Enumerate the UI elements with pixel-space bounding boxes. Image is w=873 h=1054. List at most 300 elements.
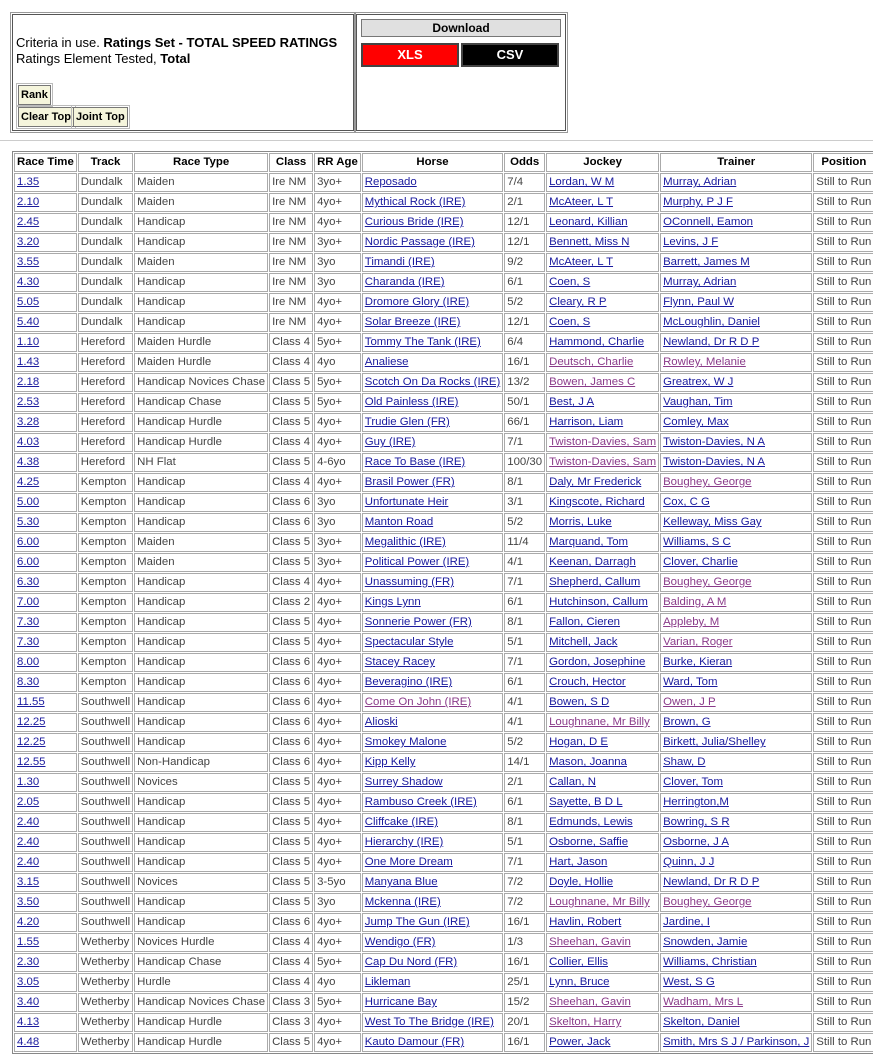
trainer-link[interactable]: Clover, Tom: [663, 776, 724, 788]
table-row: [14, 973, 873, 992]
jockey-link[interactable]: Gordon, Josephine: [549, 656, 646, 668]
horse-link[interactable]: Likleman: [364, 976, 411, 988]
cell-trainer: [660, 673, 812, 692]
jockey-link[interactable]: Marquand, Tom: [549, 536, 629, 548]
jockey-link[interactable]: Bowen, James C: [549, 376, 636, 388]
trainer-link[interactable]: Birkett, Julia/Shelley: [663, 736, 766, 748]
cell-track: Kempton: [78, 573, 133, 592]
race-time-link[interactable]: 5.40: [17, 316, 40, 328]
race-time-link[interactable]: 2.40: [17, 836, 40, 848]
cell-track: Hereford: [78, 413, 133, 432]
race-time-link[interactable]: 5.30: [17, 516, 40, 528]
cell-rr-age: 5yo+: [314, 953, 361, 972]
trainer-link[interactable]: Jardine, I: [663, 916, 710, 928]
cell-track: Hereford: [78, 393, 133, 412]
horse-link[interactable]: Jump The Gun (IRE): [364, 916, 470, 928]
trainer-link[interactable]: Smith, Mrs S J / Parkinson, J: [663, 1036, 810, 1048]
cell-horse: [362, 393, 503, 412]
cell-race-type: Handicap Chase: [134, 393, 268, 412]
cell-odds: 8/1: [504, 473, 545, 492]
race-time-link[interactable]: 2.10: [17, 196, 40, 208]
race-time-link[interactable]: 2.05: [17, 796, 40, 808]
cell-track: Southwell: [78, 733, 133, 752]
jockey-link[interactable]: Hart, Jason: [549, 856, 608, 868]
table-row: [14, 293, 873, 312]
horse-link[interactable]: Tommy The Tank (IRE): [364, 336, 481, 348]
cell-jockey: [546, 713, 659, 732]
jockey-link[interactable]: Leonard, Killian: [549, 216, 628, 228]
race-time-link[interactable]: 5.00: [17, 496, 40, 508]
cell-trainer: [660, 813, 812, 832]
trainer-link[interactable]: Murray, Adrian: [663, 176, 737, 188]
table-row: [14, 1033, 873, 1052]
race-time-link[interactable]: 1.43: [17, 356, 40, 368]
trainer-link[interactable]: Comley, Max: [663, 416, 729, 428]
jockey-link[interactable]: Doyle, Hollie: [549, 876, 614, 888]
trainer-link[interactable]: Ward, Tom: [663, 676, 718, 688]
jockey-link[interactable]: Shepherd, Callum: [549, 576, 641, 588]
header-rr-age[interactable]: RR Age: [314, 153, 361, 172]
horse-link[interactable]: Brasil Power (FR): [364, 476, 455, 488]
cell-race-time: [14, 793, 77, 812]
jockey-link[interactable]: Havlin, Robert: [549, 916, 622, 928]
jockey-link[interactable]: Lynn, Bruce: [549, 976, 610, 988]
cell-odds: 12/1: [504, 233, 545, 252]
cell-track: Dundalk: [78, 313, 133, 332]
jockey-link[interactable]: Cleary, R P: [549, 296, 607, 308]
cell-odds: 12/1: [504, 213, 545, 232]
jockey-link[interactable]: Coen, S: [549, 316, 591, 328]
race-time-link[interactable]: 5.05: [17, 296, 40, 308]
trainer-link[interactable]: Levins, J F: [663, 236, 719, 248]
header-odds[interactable]: Odds: [504, 153, 545, 172]
cell-race-type: Novices: [134, 773, 268, 792]
horse-link[interactable]: Unfortunate Heir: [364, 496, 449, 508]
race-time-link[interactable]: 4.13: [17, 1016, 40, 1028]
jockey-link[interactable]: Twiston-Davies, Sam: [549, 456, 657, 468]
cell-trainer: [660, 953, 812, 972]
cell-rr-age: 4yo+: [314, 213, 361, 232]
trainer-link[interactable]: Skelton, Daniel: [663, 1016, 740, 1028]
trainer-link[interactable]: Balding, A M: [663, 596, 727, 608]
horse-link[interactable]: Reposado: [364, 176, 417, 188]
jockey-link[interactable]: Coen, S: [549, 276, 591, 288]
cell-class: Ire NM: [269, 193, 313, 212]
cell-odds: 5/2: [504, 733, 545, 752]
cell-track: Southwell: [78, 693, 133, 712]
cell-odds: 9/2: [504, 253, 545, 272]
race-time-link[interactable]: 3.55: [17, 256, 40, 268]
jockey-link[interactable]: Keenan, Darragh: [549, 556, 636, 568]
cell-horse: [362, 833, 503, 852]
race-time-link[interactable]: 3.40: [17, 996, 40, 1008]
cell-race-type: Maiden: [134, 173, 268, 192]
cell-position: Still to Run: [813, 233, 873, 252]
trainer-link[interactable]: Boughey, George: [663, 576, 752, 588]
cell-jockey: [546, 273, 659, 292]
race-time-link[interactable]: 7.30: [17, 636, 40, 648]
trainer-link[interactable]: Murphy, P J F: [663, 196, 733, 208]
jockey-link[interactable]: Crouch, Hector: [549, 676, 626, 688]
horse-link[interactable]: Scotch On Da Rocks (IRE): [364, 376, 501, 388]
race-time-link[interactable]: 2.30: [17, 956, 40, 968]
horse-link[interactable]: Kings Lynn: [364, 596, 421, 608]
horse-link[interactable]: Unassuming (FR): [364, 576, 455, 588]
jockey-link[interactable]: McAteer, L T: [549, 256, 614, 268]
race-time-link[interactable]: 2.40: [17, 856, 40, 868]
horse-link[interactable]: Race To Base (IRE): [364, 456, 466, 468]
horse-link[interactable]: Wendigo (FR): [364, 936, 436, 948]
clear-top-button[interactable]: Clear Top: [18, 107, 74, 127]
jockey-link[interactable]: Hutchinson, Callum: [549, 596, 648, 608]
race-time-link[interactable]: 12.55: [17, 756, 46, 768]
trainer-link[interactable]: Snowden, Jamie: [663, 936, 748, 948]
trainer-link[interactable]: McLoughlin, Daniel: [663, 316, 760, 328]
race-time-link[interactable]: 2.40: [17, 816, 40, 828]
horse-link[interactable]: Political Power (IRE): [364, 556, 470, 568]
race-time-link[interactable]: 1.30: [17, 776, 40, 788]
trainer-link[interactable]: Herrington,M: [663, 796, 729, 808]
trainer-link[interactable]: Clover, Charlie: [663, 556, 738, 568]
jockey-link[interactable]: Twiston-Davies, Sam: [549, 436, 657, 448]
table-header-row: [14, 153, 873, 172]
horse-link[interactable]: Manton Road: [364, 516, 434, 528]
trainer-link[interactable]: Rowley, Melanie: [663, 356, 746, 368]
jockey-link[interactable]: Harrison, Liam: [549, 416, 624, 428]
cell-odds: 8/1: [504, 813, 545, 832]
download-title: Download: [361, 19, 561, 37]
cell-position: Still to Run: [813, 933, 873, 952]
jockey-link[interactable]: Mitchell, Jack: [549, 636, 618, 648]
xls-download-button[interactable]: XLS: [361, 43, 459, 67]
horse-link[interactable]: Mckenna (IRE): [364, 896, 441, 908]
cell-position: Still to Run: [813, 253, 873, 272]
horse-link[interactable]: Surrey Shadow: [364, 776, 443, 788]
race-time-link[interactable]: 8.00: [17, 656, 40, 668]
jockey-link[interactable]: Morris, Luke: [549, 516, 612, 528]
horse-link[interactable]: Analiese: [364, 356, 409, 368]
cell-horse: [362, 753, 503, 772]
cell-trainer: [660, 833, 812, 852]
cell-track: Wetherby: [78, 953, 133, 972]
trainer-link[interactable]: Wadham, Mrs L: [663, 996, 744, 1008]
cell-jockey: [546, 913, 659, 932]
header-jockey[interactable]: Jockey: [546, 153, 659, 172]
jockey-link[interactable]: Hogan, D E: [549, 736, 608, 748]
cell-jockey: [546, 693, 659, 712]
cell-odds: 16/1: [504, 953, 545, 972]
trainer-link[interactable]: Kelleway, Miss Gay: [663, 516, 762, 528]
race-time-link[interactable]: 3.05: [17, 976, 40, 988]
cell-trainer: [660, 253, 812, 272]
trainer-link[interactable]: OConnell, Eamon: [663, 216, 753, 228]
trainer-link[interactable]: Owen, J P: [663, 696, 716, 708]
horse-link[interactable]: Manyana Blue: [364, 876, 438, 888]
race-time-link[interactable]: 7.00: [17, 596, 40, 608]
race-time-link[interactable]: 1.35: [17, 176, 40, 188]
jockey-link[interactable]: Kingscote, Richard: [549, 496, 645, 508]
cell-race-time: [14, 653, 77, 672]
trainer-link[interactable]: Varian, Roger: [663, 636, 733, 648]
cell-track: Dundalk: [78, 213, 133, 232]
cell-race-time: [14, 673, 77, 692]
cell-position: Still to Run: [813, 573, 873, 592]
jockey-link[interactable]: McAteer, L T: [549, 196, 614, 208]
rank-button[interactable]: Rank: [18, 85, 51, 105]
cell-odds: 7/4: [504, 173, 545, 192]
cell-odds: 7/1: [504, 853, 545, 872]
jockey-link[interactable]: Daly, Mr Frederick: [549, 476, 642, 488]
cell-horse: [362, 573, 503, 592]
cell-jockey: [546, 633, 659, 652]
jockey-link[interactable]: Loughnane, Mr Billy: [549, 896, 650, 908]
horse-link[interactable]: One More Dream: [364, 856, 453, 868]
trainer-link[interactable]: Newland, Dr R D P: [663, 336, 760, 348]
cell-trainer: [660, 333, 812, 352]
cell-trainer: [660, 513, 812, 532]
race-time-link[interactable]: 6.00: [17, 536, 40, 548]
trainer-link[interactable]: Twiston-Davies, N A: [663, 436, 765, 448]
cell-race-type: Handicap: [134, 233, 268, 252]
jockey-link[interactable]: Skelton, Harry: [549, 1016, 622, 1028]
jockey-link[interactable]: Loughnane, Mr Billy: [549, 716, 650, 728]
header-track[interactable]: Track: [78, 153, 133, 172]
header-race-type[interactable]: Race Type: [134, 153, 268, 172]
race-time-link[interactable]: 4.48: [17, 1036, 40, 1048]
horse-link[interactable]: Mythical Rock (IRE): [364, 196, 466, 208]
cell-trainer: [660, 873, 812, 892]
horse-link[interactable]: Come On John (IRE): [364, 696, 472, 708]
horse-link[interactable]: Dromore Glory (IRE): [364, 296, 470, 308]
horse-link[interactable]: Kipp Kelly: [364, 756, 416, 768]
jockey-link[interactable]: Power, Jack: [549, 1036, 611, 1048]
cell-class: Class 5: [269, 633, 313, 652]
cell-rr-age: 4yo+: [314, 653, 361, 672]
race-time-link[interactable]: 1.10: [17, 336, 40, 348]
trainer-link[interactable]: Shaw, D: [663, 756, 706, 768]
race-time-link[interactable]: 12.25: [17, 736, 46, 748]
horse-link[interactable]: Nordic Passage (IRE): [364, 236, 475, 248]
cell-track: Kempton: [78, 633, 133, 652]
horse-link[interactable]: Cap Du Nord (FR): [364, 956, 458, 968]
horse-link[interactable]: Kauto Damour (FR): [364, 1036, 465, 1048]
cell-trainer: [660, 353, 812, 372]
trainer-link[interactable]: Boughey, George: [663, 476, 752, 488]
cell-race-time: [14, 233, 77, 252]
cell-race-type: Novices Hurdle: [134, 933, 268, 952]
cell-odds: 6/1: [504, 593, 545, 612]
trainer-link[interactable]: Williams, Christian: [663, 956, 757, 968]
cell-race-type: Maiden: [134, 533, 268, 552]
race-time-link[interactable]: 1.55: [17, 936, 40, 948]
race-time-link[interactable]: 8.30: [17, 676, 40, 688]
trainer-link[interactable]: West, S G: [663, 976, 715, 988]
trainer-link[interactable]: Murray, Adrian: [663, 276, 737, 288]
cell-position: Still to Run: [813, 813, 873, 832]
table-row: [14, 813, 873, 832]
trainer-link[interactable]: Twiston-Davies, N A: [663, 456, 765, 468]
cell-horse: [362, 493, 503, 512]
cell-rr-age: 4yo+: [314, 693, 361, 712]
cell-class: Class 5: [269, 1033, 313, 1052]
cell-track: Wetherby: [78, 973, 133, 992]
cell-horse: [362, 633, 503, 652]
horse-link[interactable]: Cliffcake (IRE): [364, 816, 438, 828]
cell-class: Class 4: [269, 433, 313, 452]
jockey-link[interactable]: Sheehan, Gavin: [549, 996, 631, 1008]
cell-trainer: [660, 993, 812, 1012]
cell-jockey: [546, 653, 659, 672]
race-time-link[interactable]: 6.30: [17, 576, 40, 588]
jockey-link[interactable]: Bowen, S D: [549, 696, 610, 708]
joint-top-button[interactable]: Joint Top: [73, 107, 128, 127]
jockey-link[interactable]: Bennett, Miss N: [549, 236, 630, 248]
cell-jockey: [546, 373, 659, 392]
race-time-link[interactable]: 3.15: [17, 876, 40, 888]
jockey-link[interactable]: Collier, Ellis: [549, 956, 608, 968]
header-position[interactable]: Position: [813, 153, 873, 172]
header-class[interactable]: Class: [269, 153, 313, 172]
trainer-link[interactable]: Barrett, James M: [663, 256, 750, 268]
cell-position: Still to Run: [813, 473, 873, 492]
horse-link[interactable]: Beveragino (IRE): [364, 676, 453, 688]
horse-link[interactable]: Spectacular Style: [364, 636, 454, 648]
horse-link[interactable]: Old Painless (IRE): [364, 396, 459, 408]
cell-position: Still to Run: [813, 973, 873, 992]
header-horse[interactable]: Horse: [362, 153, 503, 172]
race-time-link[interactable]: 7.30: [17, 616, 40, 628]
horse-link[interactable]: Smokey Malone: [364, 736, 447, 748]
jockey-link[interactable]: Hammond, Charlie: [549, 336, 645, 348]
cell-race-type: Handicap: [134, 673, 268, 692]
cell-odds: 66/1: [504, 413, 545, 432]
trainer-link[interactable]: Appleby, M: [663, 616, 720, 628]
cell-trainer: [660, 973, 812, 992]
trainer-link[interactable]: Newland, Dr R D P: [663, 876, 760, 888]
cell-odds: 15/2: [504, 993, 545, 1012]
jockey-link[interactable]: Osborne, Saffie: [549, 836, 629, 848]
race-time-link[interactable]: 6.00: [17, 556, 40, 568]
cell-position: Still to Run: [813, 633, 873, 652]
jockey-link[interactable]: Sheehan, Gavin: [549, 936, 631, 948]
cell-trainer: [660, 373, 812, 392]
cell-position: Still to Run: [813, 693, 873, 712]
header-race-time[interactable]: Race Time: [14, 153, 77, 172]
header-trainer[interactable]: Trainer: [660, 153, 812, 172]
race-time-link[interactable]: 4.20: [17, 916, 40, 928]
cell-jockey: [546, 573, 659, 592]
cell-odds: 25/1: [504, 973, 545, 992]
trainer-link[interactable]: Boughey, George: [663, 896, 752, 908]
table-row: [14, 173, 873, 192]
jockey-link[interactable]: Lordan, W M: [549, 176, 615, 188]
cell-trainer: [660, 653, 812, 672]
race-time-link[interactable]: 4.38: [17, 456, 40, 468]
race-time-link[interactable]: 3.50: [17, 896, 40, 908]
horse-link[interactable]: Charanda (IRE): [364, 276, 445, 288]
horse-link[interactable]: Trudie Glen (FR): [364, 416, 450, 428]
cell-jockey: [546, 893, 659, 912]
cell-rr-age: 4yo+: [314, 293, 361, 312]
horse-link[interactable]: Timandi (IRE): [364, 256, 435, 268]
horse-link[interactable]: Curious Bride (IRE): [364, 216, 464, 228]
trainer-link[interactable]: Cox, C G: [663, 496, 710, 508]
race-time-link[interactable]: 3.20: [17, 236, 40, 248]
cell-rr-age: 4yo+: [314, 673, 361, 692]
cell-rr-age: 3yo+: [314, 553, 361, 572]
jockey-link[interactable]: Mason, Joanna: [549, 756, 627, 768]
cell-class: Class 4: [269, 933, 313, 952]
jockey-link[interactable]: Edmunds, Lewis: [549, 816, 633, 828]
trainer-link[interactable]: Vaughan, Tim: [663, 396, 733, 408]
trainer-link[interactable]: Greatrex, W J: [663, 376, 734, 388]
horse-link[interactable]: Guy (IRE): [364, 436, 416, 448]
horse-link[interactable]: West To The Bridge (IRE): [364, 1016, 494, 1028]
race-time-link[interactable]: 11.55: [17, 696, 45, 708]
race-time-link[interactable]: 4.03: [17, 436, 40, 448]
horse-link[interactable]: Sonnerie Power (FR): [364, 616, 472, 628]
cell-position: Still to Run: [813, 893, 873, 912]
cell-trainer: [660, 773, 812, 792]
cell-track: Hereford: [78, 373, 133, 392]
race-time-link[interactable]: 2.53: [17, 396, 40, 408]
race-time-link[interactable]: 2.45: [17, 216, 40, 228]
horse-link[interactable]: Hurricane Bay: [364, 996, 437, 1008]
trainer-link[interactable]: Brown, G: [663, 716, 711, 728]
horse-link[interactable]: Stacey Racey: [364, 656, 436, 668]
cell-horse: [362, 453, 503, 472]
csv-download-button[interactable]: CSV: [461, 43, 559, 67]
horse-link[interactable]: Hierarchy (IRE): [364, 836, 444, 848]
race-time-link[interactable]: 2.18: [17, 376, 40, 388]
horse-link[interactable]: Megalithic (IRE): [364, 536, 446, 548]
cell-horse: [362, 433, 503, 452]
trainer-link[interactable]: Williams, S C: [663, 536, 731, 548]
cell-jockey: [546, 833, 659, 852]
ratings-element: Total: [160, 51, 191, 66]
cell-horse: [362, 693, 503, 712]
cell-horse: [362, 593, 503, 612]
cell-jockey: [546, 413, 659, 432]
cell-class: Class 5: [269, 373, 313, 392]
horse-link[interactable]: Alioski: [364, 716, 398, 728]
cell-race-type: NH Flat: [134, 453, 268, 472]
jockey-link[interactable]: Best, J A: [549, 396, 595, 408]
trainer-link[interactable]: Burke, Kieran: [663, 656, 733, 668]
trainer-link[interactable]: Bowring, S R: [663, 816, 730, 828]
race-time-link[interactable]: 4.25: [17, 476, 40, 488]
trainer-link[interactable]: Quinn, J J: [663, 856, 715, 868]
cell-class: Ire NM: [269, 173, 313, 192]
horse-link[interactable]: Solar Breeze (IRE): [364, 316, 461, 328]
cell-trainer: [660, 273, 812, 292]
cell-horse: [362, 313, 503, 332]
race-time-link[interactable]: 3.28: [17, 416, 40, 428]
jockey-link[interactable]: Fallon, Cieren: [549, 616, 621, 628]
trainer-link[interactable]: Osborne, J A: [663, 836, 729, 848]
jockey-link[interactable]: Sayette, B D L: [549, 796, 623, 808]
jockey-link[interactable]: Deutsch, Charlie: [549, 356, 634, 368]
horse-link[interactable]: Rambuso Creek (IRE): [364, 796, 477, 808]
trainer-link[interactable]: Flynn, Paul W: [663, 296, 734, 308]
cell-odds: 20/1: [504, 1013, 545, 1032]
race-time-link[interactable]: 4.30: [17, 276, 40, 288]
cell-track: Dundalk: [78, 193, 133, 212]
cell-race-type: Maiden: [134, 193, 268, 212]
race-time-link[interactable]: 12.25: [17, 716, 46, 728]
jockey-link[interactable]: Callan, N: [549, 776, 596, 788]
cell-race-time: [14, 813, 77, 832]
